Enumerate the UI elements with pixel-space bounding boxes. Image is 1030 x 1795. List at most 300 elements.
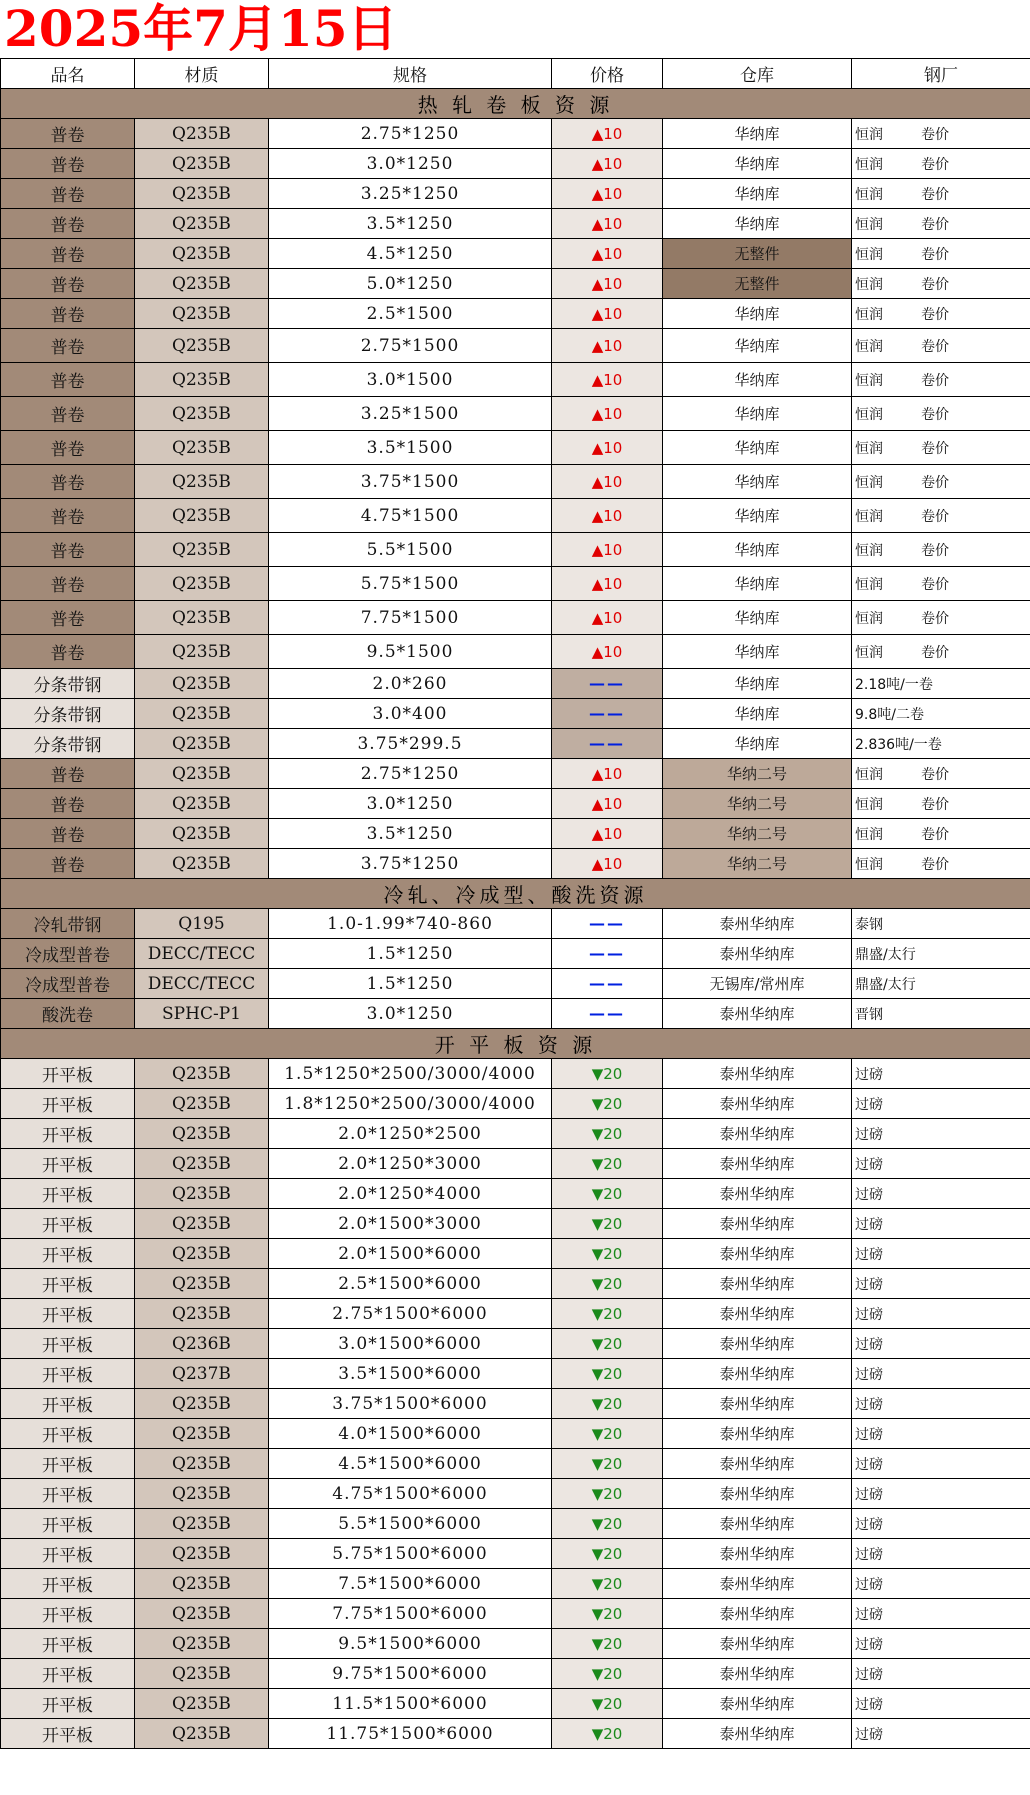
table-row bbox=[1, 1329, 1030, 1359]
material-cell: Q235B bbox=[135, 1389, 269, 1419]
product-cell: 开平板 bbox=[1, 1179, 135, 1209]
header-mill: 钢厂 bbox=[852, 59, 1030, 89]
product-cell: 普卷 bbox=[1, 849, 135, 879]
spec-cell: 3.0*400 bbox=[269, 699, 552, 729]
section-title: 开 平 板 资 源 bbox=[1, 1029, 1030, 1059]
price-change: ▼20 bbox=[591, 1484, 623, 1503]
material-cell: Q235B bbox=[135, 1299, 269, 1329]
mill-name: 过磅 bbox=[855, 1246, 883, 1263]
material-cell: Q235B bbox=[135, 119, 269, 149]
price-change: ▼20 bbox=[591, 1454, 623, 1473]
table-row bbox=[1, 431, 1030, 465]
product-cell: 开平板 bbox=[1, 1419, 135, 1449]
price-change: ▲10 bbox=[591, 642, 623, 661]
table-row bbox=[1, 1719, 1030, 1749]
price-cell bbox=[552, 397, 663, 431]
material-cell: Q235B bbox=[135, 1629, 269, 1659]
table-row bbox=[1, 465, 1030, 499]
warehouse-cell: 泰州华纳库 bbox=[663, 1359, 852, 1389]
material-cell: Q235B bbox=[135, 1269, 269, 1299]
product-cell: 普卷 bbox=[1, 329, 135, 363]
price-cell bbox=[552, 601, 663, 635]
table-row bbox=[1, 849, 1030, 879]
table-row bbox=[1, 729, 1030, 759]
mill-name: 过磅 bbox=[855, 1216, 883, 1233]
price-change: —— bbox=[589, 1004, 625, 1023]
material-cell: DECC/TECC bbox=[135, 939, 269, 969]
mill-cell bbox=[852, 999, 1030, 1029]
mill-cell bbox=[852, 635, 1030, 669]
price-cell bbox=[552, 999, 663, 1029]
price-unit-note: 卷价 bbox=[921, 156, 949, 173]
mill-name: 泰钢 bbox=[855, 916, 883, 933]
price-cell bbox=[552, 209, 663, 239]
price-change: ▲10 bbox=[591, 764, 623, 783]
table-row bbox=[1, 1689, 1030, 1719]
spec-cell: 3.0*1250 bbox=[269, 149, 552, 179]
product-cell: 开平板 bbox=[1, 1719, 135, 1749]
product-cell: 普卷 bbox=[1, 601, 135, 635]
mill-name: 2.18吨/一卷 bbox=[855, 676, 933, 693]
price-change: ▲10 bbox=[591, 608, 623, 627]
material-cell: Q235B bbox=[135, 1059, 269, 1089]
warehouse-cell: 华纳库 bbox=[663, 465, 852, 499]
price-cell bbox=[552, 239, 663, 269]
mill-name: 过磅 bbox=[855, 1696, 883, 1713]
mill-name: 鼎盛/太行 bbox=[855, 976, 916, 993]
material-cell: Q235B bbox=[135, 1569, 269, 1599]
material-cell: Q235B bbox=[135, 669, 269, 699]
mill-cell bbox=[852, 431, 1030, 465]
mill-name: 恒润 bbox=[855, 508, 883, 525]
product-cell: 分条带钢 bbox=[1, 699, 135, 729]
product-cell: 普卷 bbox=[1, 119, 135, 149]
mill-cell bbox=[852, 1659, 1030, 1689]
product-cell: 分条带钢 bbox=[1, 669, 135, 699]
price-unit-note: 卷价 bbox=[921, 216, 949, 233]
material-cell: Q235B bbox=[135, 1179, 269, 1209]
price-change: ▼20 bbox=[591, 1664, 623, 1683]
product-cell: 开平板 bbox=[1, 1689, 135, 1719]
price-unit-note: 卷价 bbox=[921, 246, 949, 263]
price-cell bbox=[552, 819, 663, 849]
price-unit-note: 卷价 bbox=[921, 126, 949, 143]
spec-cell: 7.75*1500*6000 bbox=[269, 1599, 552, 1629]
price-change: ▲10 bbox=[591, 472, 623, 491]
product-cell: 普卷 bbox=[1, 759, 135, 789]
mill-cell bbox=[852, 1299, 1030, 1329]
price-cell bbox=[552, 1509, 663, 1539]
material-cell: Q235B bbox=[135, 149, 269, 179]
mill-cell bbox=[852, 149, 1030, 179]
price-unit-note: 卷价 bbox=[921, 796, 949, 813]
spec-cell: 1.5*1250*2500/3000/4000 bbox=[269, 1059, 552, 1089]
table-row bbox=[1, 1209, 1030, 1239]
mill-name: 恒润 bbox=[855, 610, 883, 627]
spec-cell: 4.0*1500*6000 bbox=[269, 1419, 552, 1449]
mill-cell bbox=[852, 1509, 1030, 1539]
mill-cell bbox=[852, 789, 1030, 819]
material-cell: Q235B bbox=[135, 179, 269, 209]
warehouse-cell: 泰州华纳库 bbox=[663, 939, 852, 969]
material-cell: Q235B bbox=[135, 533, 269, 567]
product-cell: 开平板 bbox=[1, 1629, 135, 1659]
price-cell bbox=[552, 789, 663, 819]
product-cell: 开平板 bbox=[1, 1359, 135, 1389]
price-cell bbox=[552, 363, 663, 397]
spec-cell: 9.5*1500 bbox=[269, 635, 552, 669]
mill-name: 恒润 bbox=[855, 338, 883, 355]
price-change: —— bbox=[589, 734, 625, 753]
header-material: 材质 bbox=[135, 59, 269, 89]
mill-cell bbox=[852, 969, 1030, 999]
mill-name: 恒润 bbox=[855, 826, 883, 843]
warehouse-cell: 华纳库 bbox=[663, 567, 852, 601]
product-cell: 普卷 bbox=[1, 499, 135, 533]
product-cell: 开平板 bbox=[1, 1239, 135, 1269]
product-cell: 普卷 bbox=[1, 209, 135, 239]
mill-cell bbox=[852, 1719, 1030, 1749]
warehouse-cell: 泰州华纳库 bbox=[663, 1149, 852, 1179]
price-change: ▼20 bbox=[591, 1604, 623, 1623]
spec-cell: 2.5*1500 bbox=[269, 299, 552, 329]
mill-name: 恒润 bbox=[855, 246, 883, 263]
price-unit-note: 卷价 bbox=[921, 766, 949, 783]
spec-cell: 9.75*1500*6000 bbox=[269, 1659, 552, 1689]
price-change: ▲10 bbox=[591, 404, 623, 423]
warehouse-cell: 泰州华纳库 bbox=[663, 1389, 852, 1419]
spec-cell: 3.0*1250 bbox=[269, 999, 552, 1029]
warehouse-cell: 泰州华纳库 bbox=[663, 1659, 852, 1689]
table-row bbox=[1, 635, 1030, 669]
price-cell bbox=[552, 179, 663, 209]
mill-name: 过磅 bbox=[855, 1396, 883, 1413]
mill-cell bbox=[852, 499, 1030, 533]
spec-cell: 4.5*1500*6000 bbox=[269, 1449, 552, 1479]
mill-name: 恒润 bbox=[855, 576, 883, 593]
material-cell: Q235B bbox=[135, 1149, 269, 1179]
mill-cell bbox=[852, 1179, 1030, 1209]
warehouse-cell: 泰州华纳库 bbox=[663, 1509, 852, 1539]
mill-cell bbox=[852, 819, 1030, 849]
material-cell: Q235B bbox=[135, 397, 269, 431]
spec-cell: 3.75*1500 bbox=[269, 465, 552, 499]
price-change: ▼20 bbox=[591, 1214, 623, 1233]
table-row bbox=[1, 669, 1030, 699]
material-cell: Q235B bbox=[135, 1509, 269, 1539]
price-cell bbox=[552, 729, 663, 759]
warehouse-cell: 泰州华纳库 bbox=[663, 1239, 852, 1269]
mill-cell bbox=[852, 669, 1030, 699]
mill-cell bbox=[852, 909, 1030, 939]
mill-cell bbox=[852, 329, 1030, 363]
warehouse-cell: 华纳库 bbox=[663, 699, 852, 729]
mill-cell bbox=[852, 1329, 1030, 1359]
spec-cell: 3.5*1250 bbox=[269, 209, 552, 239]
mill-name: 过磅 bbox=[855, 1576, 883, 1593]
price-change: ▲10 bbox=[591, 506, 623, 525]
price-unit-note: 卷价 bbox=[921, 856, 949, 873]
mill-cell bbox=[852, 567, 1030, 601]
price-cell bbox=[552, 431, 663, 465]
price-change: —— bbox=[589, 914, 625, 933]
price-unit-note: 卷价 bbox=[921, 508, 949, 525]
spec-cell: 3.5*1500*6000 bbox=[269, 1359, 552, 1389]
mill-name: 恒润 bbox=[855, 276, 883, 293]
price-cell bbox=[552, 119, 663, 149]
product-cell: 普卷 bbox=[1, 269, 135, 299]
mill-name: 恒润 bbox=[855, 372, 883, 389]
warehouse-cell: 泰州华纳库 bbox=[663, 1329, 852, 1359]
price-cell bbox=[552, 1629, 663, 1659]
header-row bbox=[1, 59, 1030, 89]
mill-name: 恒润 bbox=[855, 766, 883, 783]
product-cell: 开平板 bbox=[1, 1089, 135, 1119]
mill-cell bbox=[852, 1629, 1030, 1659]
header-product: 品名 bbox=[1, 59, 135, 89]
warehouse-cell: 无整件 bbox=[663, 239, 852, 269]
price-change: —— bbox=[589, 944, 625, 963]
material-cell: Q235B bbox=[135, 1119, 269, 1149]
material-cell: Q235B bbox=[135, 1419, 269, 1449]
material-cell: Q235B bbox=[135, 1089, 269, 1119]
price-change: ▼20 bbox=[591, 1334, 623, 1353]
price-cell bbox=[552, 699, 663, 729]
material-cell: SPHC-P1 bbox=[135, 999, 269, 1029]
mill-cell bbox=[852, 465, 1030, 499]
mill-name: 鼎盛/太行 bbox=[855, 946, 916, 963]
price-cell bbox=[552, 635, 663, 669]
product-cell: 普卷 bbox=[1, 789, 135, 819]
table-row bbox=[1, 1059, 1030, 1089]
price-unit-note: 卷价 bbox=[921, 440, 949, 457]
mill-name: 过磅 bbox=[855, 1276, 883, 1293]
warehouse-cell: 泰州华纳库 bbox=[663, 999, 852, 1029]
mill-name: 过磅 bbox=[855, 1366, 883, 1383]
material-cell: Q235B bbox=[135, 819, 269, 849]
material-cell: Q235B bbox=[135, 329, 269, 363]
price-change: ▲10 bbox=[591, 824, 623, 843]
product-cell: 普卷 bbox=[1, 363, 135, 397]
warehouse-cell: 泰州华纳库 bbox=[663, 1569, 852, 1599]
mill-cell bbox=[852, 601, 1030, 635]
spec-cell: 5.0*1250 bbox=[269, 269, 552, 299]
table-row bbox=[1, 601, 1030, 635]
price-change: ▼20 bbox=[591, 1064, 623, 1083]
spec-cell: 3.25*1250 bbox=[269, 179, 552, 209]
price-cell bbox=[552, 1149, 663, 1179]
warehouse-cell: 华纳库 bbox=[663, 209, 852, 239]
price-change: ▲10 bbox=[591, 854, 623, 873]
product-cell: 开平板 bbox=[1, 1149, 135, 1179]
product-cell: 冷成型普卷 bbox=[1, 939, 135, 969]
warehouse-cell: 无整件 bbox=[663, 269, 852, 299]
price-cell bbox=[552, 1539, 663, 1569]
spec-cell: 3.75*1500*6000 bbox=[269, 1389, 552, 1419]
table-row bbox=[1, 969, 1030, 999]
price-change: ▲10 bbox=[591, 184, 623, 203]
material-cell: Q235B bbox=[135, 239, 269, 269]
spec-cell: 4.75*1500 bbox=[269, 499, 552, 533]
price-cell bbox=[552, 669, 663, 699]
price-cell bbox=[552, 849, 663, 879]
page-title: 2025年7月15日 bbox=[4, 0, 398, 58]
mill-name: 过磅 bbox=[855, 1126, 883, 1143]
mill-cell bbox=[852, 179, 1030, 209]
price-change: ▲10 bbox=[591, 154, 623, 173]
mill-cell bbox=[852, 729, 1030, 759]
spec-cell: 3.25*1500 bbox=[269, 397, 552, 431]
material-cell: Q235B bbox=[135, 789, 269, 819]
price-cell bbox=[552, 269, 663, 299]
mill-cell bbox=[852, 1119, 1030, 1149]
price-cell bbox=[552, 1119, 663, 1149]
mill-name: 9.8吨/二卷 bbox=[855, 706, 924, 723]
price-change: ▼20 bbox=[591, 1124, 623, 1143]
mill-cell bbox=[852, 939, 1030, 969]
price-change: ▼20 bbox=[591, 1184, 623, 1203]
price-cell bbox=[552, 759, 663, 789]
spec-cell: 3.75*1250 bbox=[269, 849, 552, 879]
warehouse-cell: 华纳二号 bbox=[663, 759, 852, 789]
price-cell bbox=[552, 1329, 663, 1359]
warehouse-cell: 泰州华纳库 bbox=[663, 1269, 852, 1299]
price-unit-note: 卷价 bbox=[921, 406, 949, 423]
warehouse-cell: 华纳库 bbox=[663, 119, 852, 149]
material-cell: Q235B bbox=[135, 759, 269, 789]
material-cell: Q235B bbox=[135, 1239, 269, 1269]
price-cell bbox=[552, 567, 663, 601]
table-row bbox=[1, 1599, 1030, 1629]
mill-name: 过磅 bbox=[855, 1306, 883, 1323]
mill-cell bbox=[852, 239, 1030, 269]
price-change: ▼20 bbox=[591, 1724, 623, 1743]
material-cell: Q195 bbox=[135, 909, 269, 939]
mill-cell bbox=[852, 1479, 1030, 1509]
price-unit-note: 卷价 bbox=[921, 610, 949, 627]
mill-name: 恒润 bbox=[855, 186, 883, 203]
mill-name: 过磅 bbox=[855, 1066, 883, 1083]
material-cell: Q235B bbox=[135, 729, 269, 759]
material-cell: Q235B bbox=[135, 699, 269, 729]
price-cell bbox=[552, 1209, 663, 1239]
warehouse-cell: 泰州华纳库 bbox=[663, 1449, 852, 1479]
table-row bbox=[1, 329, 1030, 363]
price-cell bbox=[552, 1299, 663, 1329]
mill-cell bbox=[852, 1569, 1030, 1599]
price-change: ▲10 bbox=[591, 794, 623, 813]
material-cell: Q235B bbox=[135, 635, 269, 669]
price-change: ▼20 bbox=[591, 1514, 623, 1533]
warehouse-cell: 华纳库 bbox=[663, 363, 852, 397]
mill-name: 过磅 bbox=[855, 1336, 883, 1353]
spec-cell: 1.5*1250 bbox=[269, 969, 552, 999]
spec-cell: 7.5*1500*6000 bbox=[269, 1569, 552, 1599]
spec-cell: 11.75*1500*6000 bbox=[269, 1719, 552, 1749]
price-unit-note: 卷价 bbox=[921, 338, 949, 355]
spec-cell: 2.0*1500*3000 bbox=[269, 1209, 552, 1239]
warehouse-cell: 华纳库 bbox=[663, 329, 852, 363]
mill-name: 过磅 bbox=[855, 1186, 883, 1203]
price-table-body bbox=[1, 59, 1030, 1749]
spec-cell: 5.75*1500*6000 bbox=[269, 1539, 552, 1569]
price-cell bbox=[552, 499, 663, 533]
warehouse-cell: 泰州华纳库 bbox=[663, 1539, 852, 1569]
spec-cell: 5.75*1500 bbox=[269, 567, 552, 601]
price-change: ▼20 bbox=[591, 1544, 623, 1563]
mill-name: 过磅 bbox=[855, 1486, 883, 1503]
price-change: —— bbox=[589, 704, 625, 723]
product-cell: 酸洗卷 bbox=[1, 999, 135, 1029]
product-cell: 普卷 bbox=[1, 819, 135, 849]
price-unit-note: 卷价 bbox=[921, 576, 949, 593]
mill-name: 过磅 bbox=[855, 1606, 883, 1623]
price-change: —— bbox=[589, 674, 625, 693]
price-change: ▼20 bbox=[591, 1694, 623, 1713]
material-cell: Q237B bbox=[135, 1359, 269, 1389]
mill-cell bbox=[852, 1539, 1030, 1569]
price-cell bbox=[552, 939, 663, 969]
price-change: ▲10 bbox=[591, 124, 623, 143]
table-row bbox=[1, 1659, 1030, 1689]
mill-cell bbox=[852, 209, 1030, 239]
product-cell: 普卷 bbox=[1, 533, 135, 567]
warehouse-cell: 泰州华纳库 bbox=[663, 1179, 852, 1209]
spec-cell: 11.5*1500*6000 bbox=[269, 1689, 552, 1719]
product-cell: 开平板 bbox=[1, 1539, 135, 1569]
material-cell: Q236B bbox=[135, 1329, 269, 1359]
product-cell: 开平板 bbox=[1, 1209, 135, 1239]
price-unit-note: 卷价 bbox=[921, 372, 949, 389]
mill-name: 恒润 bbox=[855, 474, 883, 491]
price-cell bbox=[552, 1089, 663, 1119]
product-cell: 冷轧带钢 bbox=[1, 909, 135, 939]
table-row bbox=[1, 239, 1030, 269]
mill-cell bbox=[852, 269, 1030, 299]
price-change: —— bbox=[589, 974, 625, 993]
mill-cell bbox=[852, 397, 1030, 431]
material-cell: Q235B bbox=[135, 431, 269, 465]
warehouse-cell: 泰州华纳库 bbox=[663, 1299, 852, 1329]
spec-cell: 3.0*1500*6000 bbox=[269, 1329, 552, 1359]
product-cell: 开平板 bbox=[1, 1269, 135, 1299]
price-table bbox=[0, 58, 1030, 1749]
table-row bbox=[1, 363, 1030, 397]
spec-cell: 3.0*1250 bbox=[269, 789, 552, 819]
price-change: ▲10 bbox=[591, 574, 623, 593]
material-cell: Q235B bbox=[135, 1659, 269, 1689]
mill-name: 恒润 bbox=[855, 644, 883, 661]
spec-cell: 2.5*1500*6000 bbox=[269, 1269, 552, 1299]
spec-cell: 5.5*1500*6000 bbox=[269, 1509, 552, 1539]
product-cell: 开平板 bbox=[1, 1119, 135, 1149]
price-unit-note: 卷价 bbox=[921, 644, 949, 661]
table-row bbox=[1, 1479, 1030, 1509]
material-cell: Q235B bbox=[135, 209, 269, 239]
spec-cell: 9.5*1500*6000 bbox=[269, 1629, 552, 1659]
table-row bbox=[1, 789, 1030, 819]
material-cell: Q235B bbox=[135, 1599, 269, 1629]
spec-cell: 2.75*1250 bbox=[269, 759, 552, 789]
table-row bbox=[1, 1359, 1030, 1389]
mill-name: 过磅 bbox=[855, 1546, 883, 1563]
section-header-row bbox=[1, 89, 1030, 119]
warehouse-cell: 泰州华纳库 bbox=[663, 1599, 852, 1629]
warehouse-cell: 泰州华纳库 bbox=[663, 1119, 852, 1149]
spec-cell: 2.75*1500*6000 bbox=[269, 1299, 552, 1329]
table-row bbox=[1, 567, 1030, 601]
price-change: ▼20 bbox=[591, 1364, 623, 1383]
